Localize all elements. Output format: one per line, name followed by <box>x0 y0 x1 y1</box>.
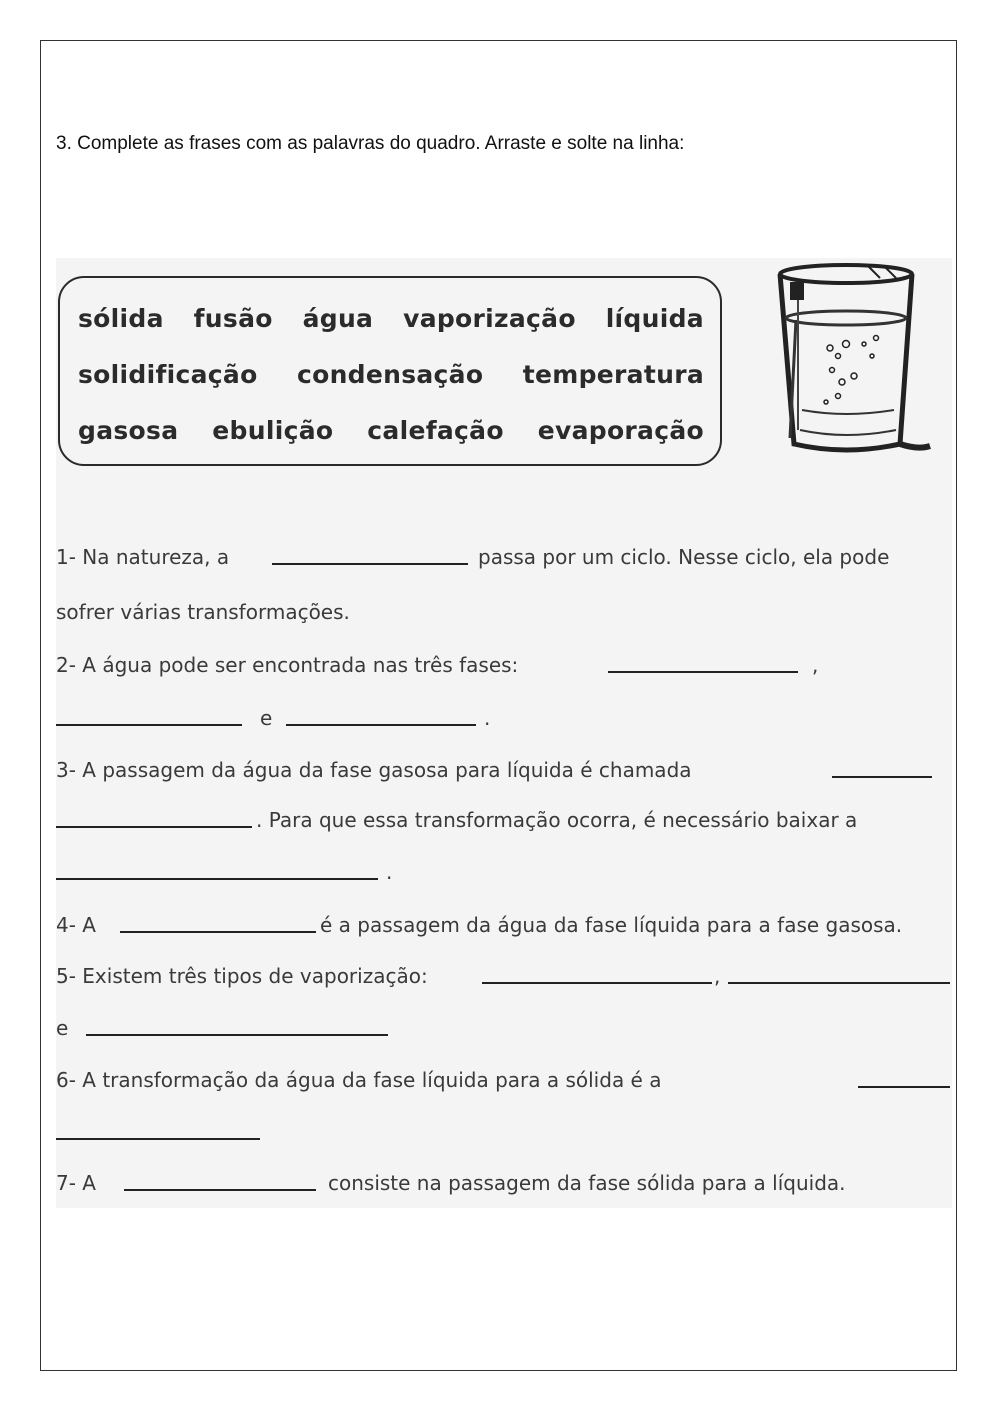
word-tile[interactable]: gasosa <box>78 416 179 445</box>
word-tile[interactable]: vaporização <box>403 304 576 333</box>
word-tile[interactable]: sólida <box>78 304 164 333</box>
word-tile[interactable]: líquida <box>605 304 704 333</box>
sentence-text: e <box>56 1016 69 1040</box>
sentence-text: 3- A passagem da água da fase gasosa para líquida é chamada <box>56 758 692 782</box>
word-tile[interactable]: água <box>302 304 374 333</box>
answer-blank[interactable] <box>56 706 242 726</box>
word-tile[interactable]: evaporação <box>537 416 704 445</box>
sentence-text: . <box>484 706 491 730</box>
sentence-text: e <box>260 706 273 730</box>
sentence-text: passa por um ciclo. Nesse ciclo, ela pode <box>478 545 890 569</box>
sentence-text: 6- A transformação da água da fase líquida para a sólida é a <box>56 1068 662 1092</box>
sentence-text: 7- A <box>56 1171 96 1195</box>
word-bank-row <box>78 416 704 445</box>
answer-blank[interactable] <box>608 653 798 673</box>
answer-blank[interactable] <box>120 913 316 933</box>
word-bank-row <box>78 304 704 333</box>
word-bank <box>58 276 722 466</box>
word-bank-row <box>78 360 704 389</box>
sentence-text: 4- A <box>56 913 96 937</box>
answer-blank[interactable] <box>272 545 468 565</box>
sentence-text: consiste na passagem da fase sólida para a líquida. <box>328 1171 846 1195</box>
answer-blank[interactable] <box>482 964 712 984</box>
instruction-text: 3. Complete as frases com as palavras do quadro. Arraste e solte na linha: <box>56 133 685 154</box>
sentence-text: 2- A água pode ser encontrada nas três fases: <box>56 653 519 677</box>
word-tile[interactable]: calefação <box>367 416 504 445</box>
answer-blank[interactable] <box>56 1120 260 1140</box>
sentence-text: é a passagem da água da fase líquida para a fase gasosa. <box>320 913 903 937</box>
worksheet-scan <box>56 258 952 1208</box>
word-tile[interactable]: temperatura <box>522 360 704 389</box>
answer-blank[interactable] <box>86 1016 388 1036</box>
answer-blank[interactable] <box>124 1171 316 1191</box>
answer-blank[interactable] <box>286 706 476 726</box>
sentence-text: sofrer várias transformações. <box>56 600 350 624</box>
answer-blank[interactable] <box>832 758 932 778</box>
answer-blank[interactable] <box>728 964 950 984</box>
sentence-text: , <box>812 653 819 677</box>
sentence-text: 1- Na natureza, a <box>56 545 230 569</box>
sentence-text: , <box>714 964 721 988</box>
word-tile[interactable]: solidificação <box>78 360 258 389</box>
word-tile[interactable]: condensação <box>296 360 484 389</box>
word-tile[interactable]: fusão <box>193 304 273 333</box>
sentence-text: . <box>386 860 393 884</box>
glass-of-water-illustration <box>768 260 938 465</box>
word-tile[interactable]: ebulição <box>212 416 334 445</box>
sentence-text: . Para que essa transformação ocorra, é necessário baixar a <box>256 808 858 832</box>
answer-blank[interactable] <box>858 1068 950 1088</box>
answer-blank[interactable] <box>56 860 378 880</box>
answer-blank[interactable] <box>56 808 252 828</box>
sentence-text: 5- Existem três tipos de vaporização: <box>56 964 428 988</box>
